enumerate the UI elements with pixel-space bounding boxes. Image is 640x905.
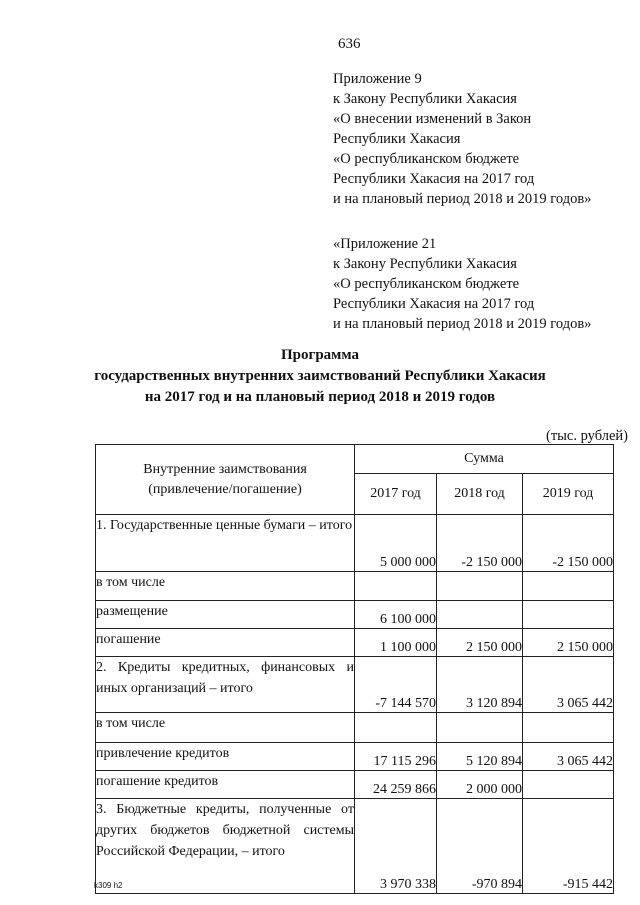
table-row bbox=[96, 629, 614, 657]
value-2017: 3 970 338 bbox=[355, 799, 437, 894]
value-2019: -915 442 bbox=[523, 799, 614, 894]
value-2019 bbox=[523, 601, 614, 629]
row-label: привлечение кредитов bbox=[96, 743, 355, 771]
page-number: 636 bbox=[338, 36, 361, 52]
row-label: размещение bbox=[96, 601, 355, 629]
table-row bbox=[96, 601, 614, 629]
value-2019: 3 065 442 bbox=[523, 657, 614, 713]
header-borrowings bbox=[96, 445, 355, 515]
row-label: в том числе bbox=[96, 713, 355, 743]
value-2018: -2 150 000 bbox=[437, 515, 523, 572]
value-2019: 3 065 442 bbox=[523, 743, 614, 771]
appendix-line: Республики Хакасия на 2017 год bbox=[333, 171, 535, 187]
appendix-line: «О внесении изменений в Закон bbox=[333, 111, 532, 127]
row-label: 2. Кредиты кредитных, финансовых и иных организаций – итого bbox=[96, 657, 355, 713]
header-year-2019: 2019 год bbox=[523, 474, 614, 515]
title-line: на 2017 год и на плановый период 2018 и 2019 годов bbox=[144, 389, 496, 405]
table-row bbox=[96, 743, 614, 771]
table-row bbox=[96, 771, 614, 799]
header-year-2018: 2018 год bbox=[437, 474, 523, 515]
header-borrowings-line: Внутренние заимствования bbox=[143, 461, 307, 477]
appendix-9-block bbox=[333, 69, 591, 209]
table-row bbox=[96, 713, 614, 743]
value-2018 bbox=[437, 713, 523, 743]
row-label: в том числе bbox=[96, 572, 355, 601]
value-2018: 5 120 894 bbox=[437, 743, 523, 771]
appendix-line: к Закону Республики Хакасия bbox=[333, 256, 517, 272]
value-2018: 2 150 000 bbox=[437, 629, 523, 657]
value-2019: 2 150 000 bbox=[523, 629, 614, 657]
header-year-2017: 2017 год bbox=[355, 474, 437, 515]
title-line: государственных внутренних заимствований Республики Хакасия bbox=[94, 368, 546, 384]
table-row bbox=[96, 657, 614, 713]
value-2017: 6 100 000 bbox=[355, 601, 437, 629]
document-title bbox=[0, 345, 640, 408]
header-sum: Сумма bbox=[355, 445, 614, 474]
appendix-line: и на плановый период 2018 и 2019 годов» bbox=[333, 316, 592, 332]
appendix-line: Республики Хакасия на 2017 год bbox=[333, 296, 535, 312]
value-2017 bbox=[355, 713, 437, 743]
table-row bbox=[96, 572, 614, 601]
appendix-line: Приложение 9 bbox=[333, 71, 422, 87]
value-2017: 24 259 866 bbox=[355, 771, 437, 799]
footer-code: k309 h2 bbox=[94, 881, 123, 890]
value-2018: -970 894 bbox=[437, 799, 523, 894]
appendix-line: к Закону Республики Хакасия bbox=[333, 91, 517, 107]
value-2017: -7 144 570 bbox=[355, 657, 437, 713]
appendix-line: Республики Хакасия bbox=[333, 131, 461, 147]
appendix-line: и на плановый период 2018 и 2019 годов» bbox=[333, 191, 592, 207]
unit-label: (тыс. рублей) bbox=[546, 428, 628, 444]
value-2019: -2 150 000 bbox=[523, 515, 614, 572]
value-2019 bbox=[523, 713, 614, 743]
header-borrowings-line: (привлечение/погашение) bbox=[148, 481, 302, 497]
value-2017: 17 115 296 bbox=[355, 743, 437, 771]
row-label: погашение bbox=[96, 629, 355, 657]
row-label: 3. Бюджетные кредиты, полученные от других бюджетов бюджетной системы Российской Федерации, – итого bbox=[96, 799, 355, 894]
table-row bbox=[96, 799, 614, 894]
value-2017 bbox=[355, 572, 437, 601]
value-2018 bbox=[437, 572, 523, 601]
value-2018 bbox=[437, 601, 523, 629]
value-2019 bbox=[523, 572, 614, 601]
appendix-line: «О республиканском бюджете bbox=[333, 151, 520, 167]
value-2018: 3 120 894 bbox=[437, 657, 523, 713]
value-2017: 5 000 000 bbox=[355, 515, 437, 572]
appendix-line: «О республиканском бюджете bbox=[333, 276, 520, 292]
value-2017: 1 100 000 bbox=[355, 629, 437, 657]
row-label: погашение кредитов bbox=[96, 771, 355, 799]
appendix-line: «Приложение 21 bbox=[333, 236, 437, 252]
value-2019 bbox=[523, 771, 614, 799]
appendix-21-block bbox=[333, 234, 591, 334]
borrowings-table bbox=[95, 444, 614, 894]
value-2018: 2 000 000 bbox=[437, 771, 523, 799]
title-line: Программа bbox=[281, 347, 359, 363]
table-row bbox=[96, 515, 614, 572]
row-label: 1. Государственные ценные бумаги – итого bbox=[96, 515, 355, 572]
